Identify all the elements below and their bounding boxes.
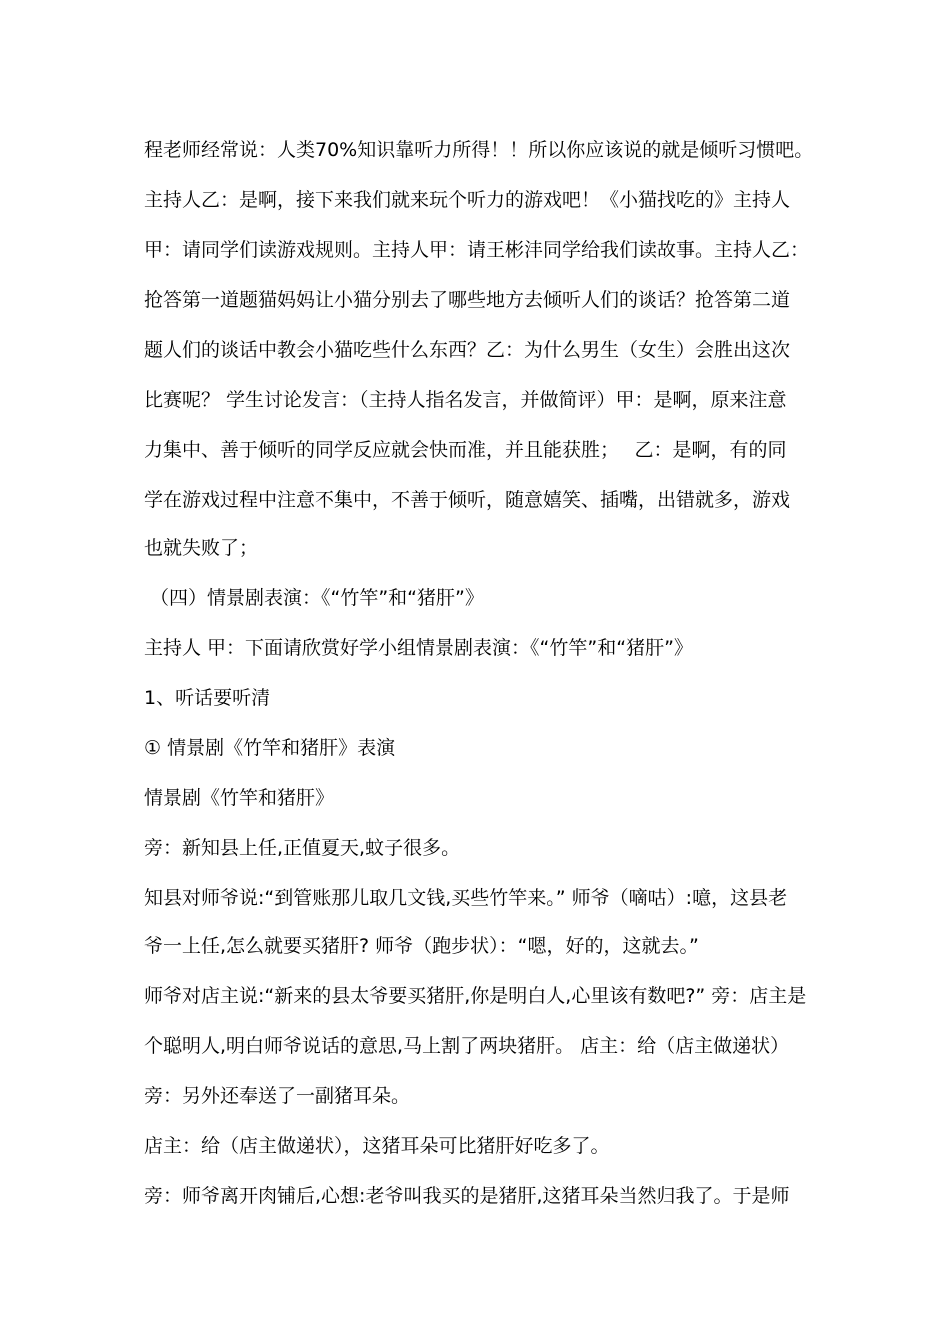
script-line: 店主：给（店主做递状），这猪耳朵可比猪肝好吃多了。 [144,1135,610,1157]
paragraph-line: 也就失败了； [144,537,259,559]
paragraph-line: 学在游戏过程中注意不集中，不善于倾听，随意嬉笑、插嘴，出错就多，游戏 [144,489,791,511]
paragraph-line: 力集中、善于倾听的同学反应就会快而准，并且能获胜； 乙：是啊，有的同 [144,439,787,461]
paragraph-line: 抢答第一道题猫妈妈让小猫分别去了哪些地方去倾听人们的谈话？抢答第二道 [144,289,791,311]
script-line: 知县对师爷说:“到管账那儿取几文钱,买些竹竿来。” 师爷（嘀咕）:噫，这县老 [144,887,788,909]
section-subheading: 1、听话要听清 [144,687,271,709]
paragraph-line: 主持人乙：是啊，接下来我们就来玩个听力的游戏吧！《小猫找吃的》主持人 [144,189,791,211]
script-line: 旁：新知县上任,正值夏天,蚊子很多。 [144,837,461,859]
section-heading: （四）情景剧表演：《“竹竿”和“猪肝”》 [150,587,484,609]
script-line: 爷一上任,怎么就要买猪肝? 师爷（跑步状）：“嗯，好的，这就去。” [144,935,699,957]
script-line: 师爷对店主说:“新来的县太爷要买猪肝,你是明白人,心里该有数吧?” 旁：店主是 [144,985,807,1007]
play-title: 情景剧《竹竿和猪肝》 [144,787,335,809]
script-line: 旁：师爷离开肉铺后,心想:老爷叫我买的是猪肝,这猪耳朵当然归我了。于是师 [144,1185,790,1207]
script-line: 个聪明人,明白师爷说话的意思,马上割了两块猪肝。 店主：给（店主做递状） [144,1035,790,1057]
paragraph-line: 甲：请同学们读游戏规则。主持人甲：请王彬沣同学给我们读故事。主持人乙： [144,239,810,261]
script-line: 旁：另外还奉送了一副猪耳朵。 [144,1085,411,1107]
paragraph-line: 主持人 甲：下面请欣赏好学小组情景剧表演：《“竹竿”和“猪肝”》 [144,637,693,659]
list-item: ① 情景剧《竹竿和猪肝》表演 [144,737,396,759]
paragraph-line: 程老师经常说：人类70%知识靠听力所得！！所以你应该说的就是倾听习惯吧。 [144,139,814,161]
paragraph-line: 题人们的谈话中教会小猫吃些什么东西？乙：为什么男生（女生）会胜出这次 [144,339,791,361]
paragraph-line: 比赛呢？ 学生讨论发言：（主持人指名发言，并做简评）甲：是啊，原来注意 [144,389,787,411]
